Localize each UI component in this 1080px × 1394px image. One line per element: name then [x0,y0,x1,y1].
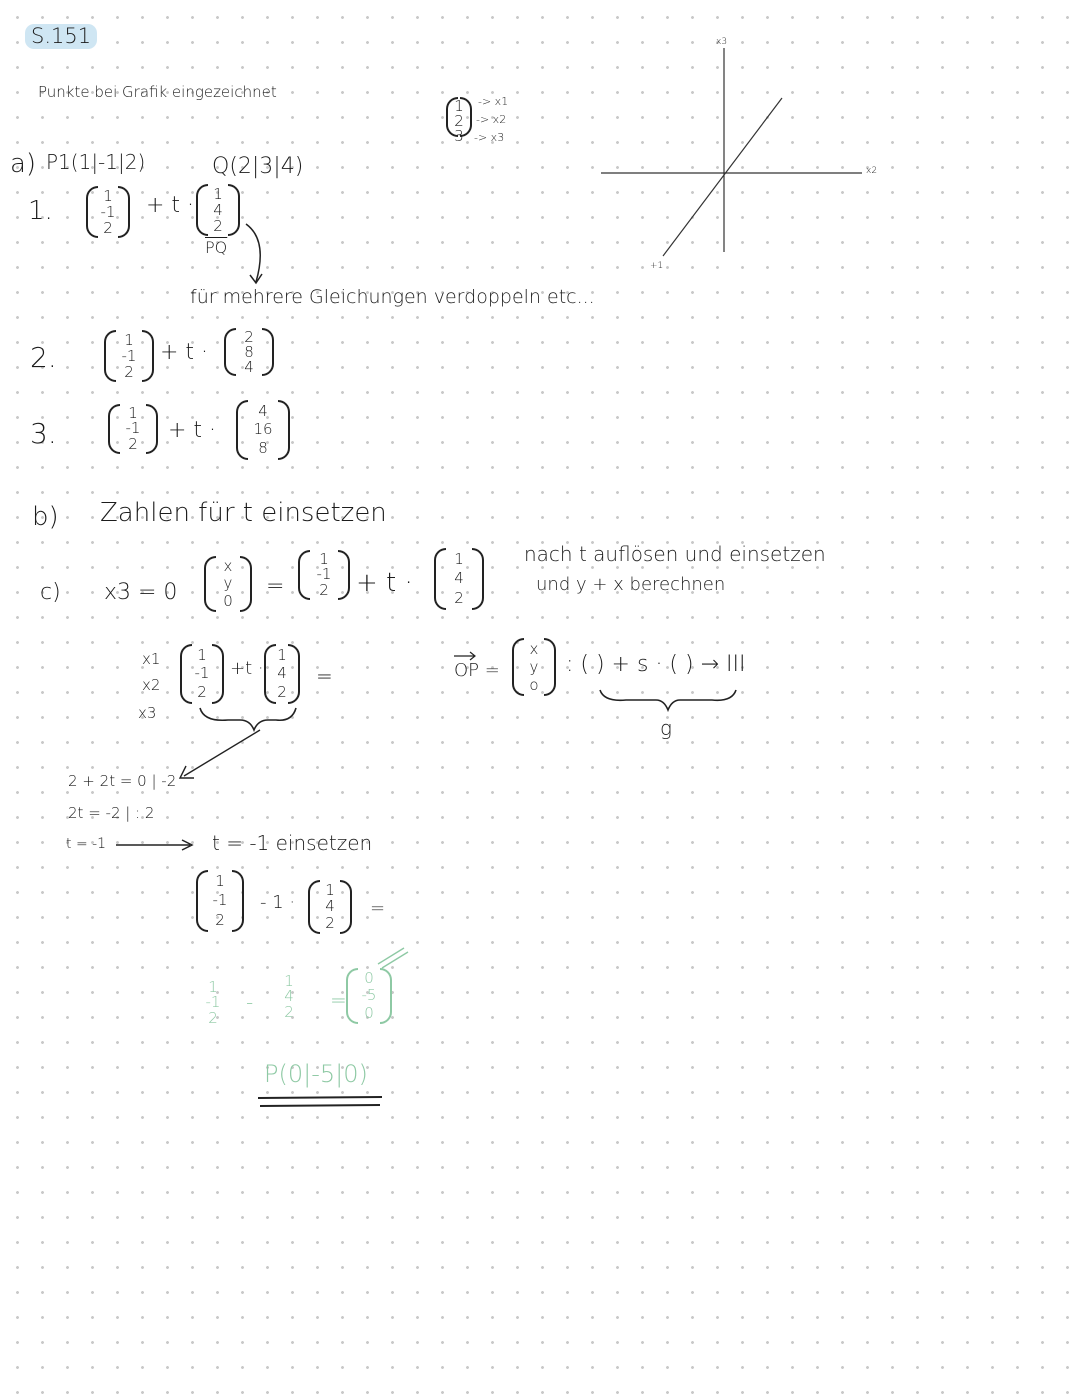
c-plus-t: + t · [356,568,413,598]
eq3-plus-t: + t · [168,418,217,443]
sub-multiplier: - 1 · [260,892,296,913]
vector-component: 1 [277,645,287,664]
vector-component: 2 [244,328,254,346]
vector-component: 4 [244,358,254,376]
point-p: P1(1|-1|2) [46,150,146,174]
vector-component: x [529,639,539,658]
vector-component: 2 [325,914,335,933]
vector-component: 1 [215,872,225,891]
vector-component: -1 [212,891,228,910]
vector-component: 4 [284,987,294,1006]
x1-axis-label: +1 [650,261,664,271]
vector-component: 2 [215,910,225,929]
vector-component: 2 [454,588,464,607]
vector-component: 1 [284,972,294,991]
vector-component: 1 [213,184,223,203]
vector-component: 8 [244,343,254,361]
vector-component: 0 [364,1003,374,1022]
point-q: Q(2|3|4) [212,154,304,179]
vector-component: 0 [364,969,374,988]
row-label-x1: x1 [142,650,161,668]
vector-component: 2 [124,362,134,381]
eq1-number: 1. [28,196,53,226]
expand-plus-t: +t · [230,658,264,679]
vector-component: -1 [316,565,332,584]
c-hint-line-1: nach t auflösen und einsetzen [524,542,826,566]
vector-component: 2 [128,434,138,453]
row-label-x2: x2 [142,676,161,694]
sub-equals: = [370,898,386,919]
vector-component: 2 [319,580,329,599]
vector-component: 1 [454,550,464,569]
vector-component: 4 [277,664,287,683]
vector-component: 1 [128,404,138,423]
x3-axis-label: x3 [716,37,728,47]
eq3-number: 3. [30,417,57,450]
vector-component: -1 [205,993,221,1012]
eq1-direction-label: $\overline{PQ}$ [205,238,228,257]
step-3: t = -1 [66,836,107,852]
page-label: S.151 [25,24,97,49]
vector-component: 2 [197,683,207,702]
note-text: Punkte bei Grafik eingezeichnet [38,83,277,101]
result-point: P(0|-5|0) [264,1060,368,1088]
vector-component: 16 [253,420,273,439]
eq1-plus-t: + t · [146,193,195,218]
x2-axis-label: x2 [866,166,878,176]
step-2: 2t = -2 | : 2 [68,804,155,822]
vector-component: 2 [213,216,223,235]
vector-component: 1 [454,97,464,115]
multiple-equations-hint: für mehrere Gleichungen verdoppeln etc... [190,286,595,308]
vector-component: 2 [208,1008,218,1027]
green-equals: = [330,988,347,1012]
vector-component: 2 [277,683,287,702]
vector-component: 1 [124,330,134,349]
vector-component: y [223,574,233,593]
op-label: OP = [454,660,500,681]
part-a-label: a) [10,149,37,179]
c-hint-line-2: und y + x berechnen [536,574,726,595]
part-b-text: Zahlen für t einsetzen [100,498,387,528]
vector-component: -1 [194,664,210,683]
vector-component: 0 [223,591,233,610]
vector-component: -5 [361,986,377,1005]
part-c-label: c) [40,580,61,605]
vector-component: 2 [454,112,464,130]
vector-component: 4 [258,401,268,420]
vector-component: 1 [325,880,335,899]
green-minus: - [246,990,254,1014]
part-b-label: b) [32,502,59,532]
step-1: 2 + 2t = 0 | -2 [68,772,177,790]
vector-component: 4 [454,569,464,588]
row-label-x3: x3 [138,704,157,722]
axis-legend-arrow-2: -> x2 [476,113,507,126]
g-label: g [660,716,673,740]
vector-component: 1 [319,550,329,569]
vector-component: -1 [121,346,137,365]
eq2-plus-t: + t · [160,340,209,365]
vector-component: 1 [103,186,113,205]
step-3-text: t = -1 einsetzen [212,831,373,855]
eq2-number: 2. [30,341,57,374]
vector-component: o [529,675,539,694]
axis-legend-arrow-1: -> x1 [478,95,509,108]
vector-component: -1 [125,419,141,438]
vector-component: 1 [197,645,207,664]
vector-component: -1 [100,202,116,221]
vector-component: 4 [325,897,335,916]
vector-component: 8 [258,439,268,458]
vector-component: 4 [213,200,223,219]
vector-component: 3 [454,127,464,145]
c-equals: = [266,574,285,599]
op-rest: : ( ) + s · ( ) → III [566,652,746,677]
vector-component: y [529,657,539,676]
vector-component: 2 [103,218,113,237]
vector-component: 2 [284,1002,294,1021]
x3-zero-condition: x3 = 0 [104,580,178,605]
vector-component: 1 [208,978,218,997]
expand-equals: = [316,664,333,688]
vector-component: x [223,557,233,576]
axis-legend-arrow-3: -> x3 [474,131,505,144]
